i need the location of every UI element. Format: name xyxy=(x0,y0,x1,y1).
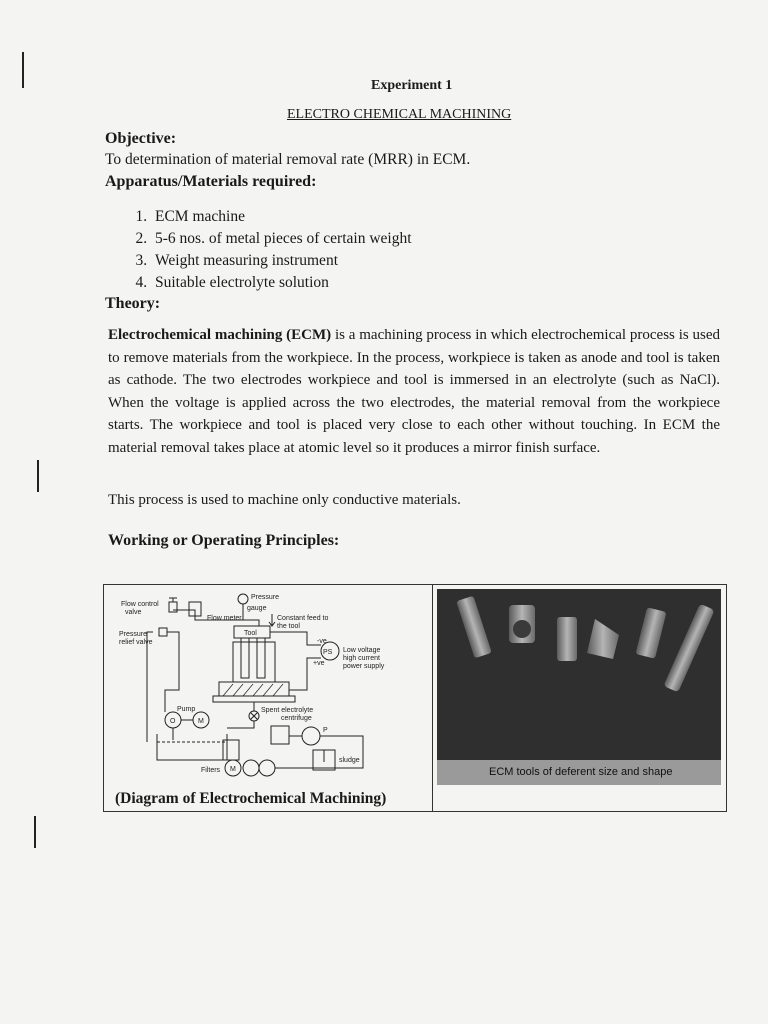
photo-caption: ECM tools of deferent size and shape xyxy=(437,760,721,785)
label-high-current: high current xyxy=(343,655,380,662)
theory-paragraph-2: This process is used to machine only conductive materials. xyxy=(108,492,461,508)
label-motor: M xyxy=(230,766,236,773)
list-item: 3. Weight measuring instrument xyxy=(151,250,412,272)
page-title: ELECTRO CHEMICAL MACHINING xyxy=(287,107,512,122)
label-filters: Filters xyxy=(201,767,221,774)
label-relief-valve: relief valve xyxy=(119,639,153,646)
ecm-tools-photo xyxy=(437,589,721,785)
label-low-voltage: Low voltage xyxy=(343,647,381,654)
ecm-tools-image xyxy=(437,589,721,785)
apparatus-list xyxy=(127,206,412,294)
working-heading: Working or Operating Principles: xyxy=(108,532,340,549)
label-ps: PS xyxy=(323,649,333,656)
margin-mark xyxy=(34,816,36,848)
diagram-caption: (Diagram of Electrochemical Machining) xyxy=(115,790,387,807)
label-o: O xyxy=(170,718,176,725)
label-pump: Pump xyxy=(177,706,196,713)
theory-body: is a machining process in which electrochemical process is used to remove materials from the workpiece. In the process, workpiece is taken as anode and tool is taken as cathode. The two electrodes workpiece and tool is immersed in an electrolyte (such as NaCl). When the voltage is applied across the two electrodes, the material removal from the workpiece starts. The workpiece and tool is placed very close to each other without touching. In ECM the material removal takes place at atomic level so it produces a mirror finish surface. xyxy=(108,327,721,456)
label-m: M xyxy=(198,718,204,725)
list-item: 1. ECM machine xyxy=(151,206,412,228)
experiment-number: Experiment 1 xyxy=(371,78,453,93)
label-pos: +ve xyxy=(313,660,325,667)
list-item: 4. Suitable electrolyte solution xyxy=(151,272,412,294)
label-tool: Tool xyxy=(244,630,257,637)
label-constant-feed: Constant feed to xyxy=(277,615,329,622)
label-power-supply: power supply xyxy=(343,663,385,670)
margin-mark xyxy=(37,460,39,492)
label-sludge: sludge xyxy=(339,757,360,764)
label-flow-control: Flow control xyxy=(121,601,159,608)
label-valve: valve xyxy=(125,609,142,616)
margin-mark xyxy=(22,52,24,88)
objective-heading: Objective: xyxy=(105,130,177,147)
label-spent: Spent electrolyte xyxy=(261,707,314,714)
ecm-schematic-diagram xyxy=(117,590,422,785)
apparatus-heading: Apparatus/Materials required: xyxy=(105,173,317,190)
label-pressure: Pressure xyxy=(251,594,280,601)
label-pressure-relief: Pressure xyxy=(119,631,148,638)
label-gauge: gauge xyxy=(247,605,267,612)
label-flow-meter: Flow meter xyxy=(207,615,242,622)
figure-divider xyxy=(432,584,433,812)
list-item: 2. 5-6 nos. of metal pieces of certain weight xyxy=(151,228,412,250)
theory-paragraph xyxy=(108,324,720,459)
label-the-tool: the tool xyxy=(277,623,300,630)
objective-text: To determination of material removal rate (MRR) in ECM. xyxy=(105,151,471,168)
theory-term: Electrochemical machining (ECM) xyxy=(108,327,332,343)
label-neg: -ve xyxy=(317,638,327,645)
label-centrifuge: centrifuge xyxy=(281,715,312,722)
label-p: P xyxy=(323,727,328,734)
theory-heading: Theory: xyxy=(105,295,161,312)
